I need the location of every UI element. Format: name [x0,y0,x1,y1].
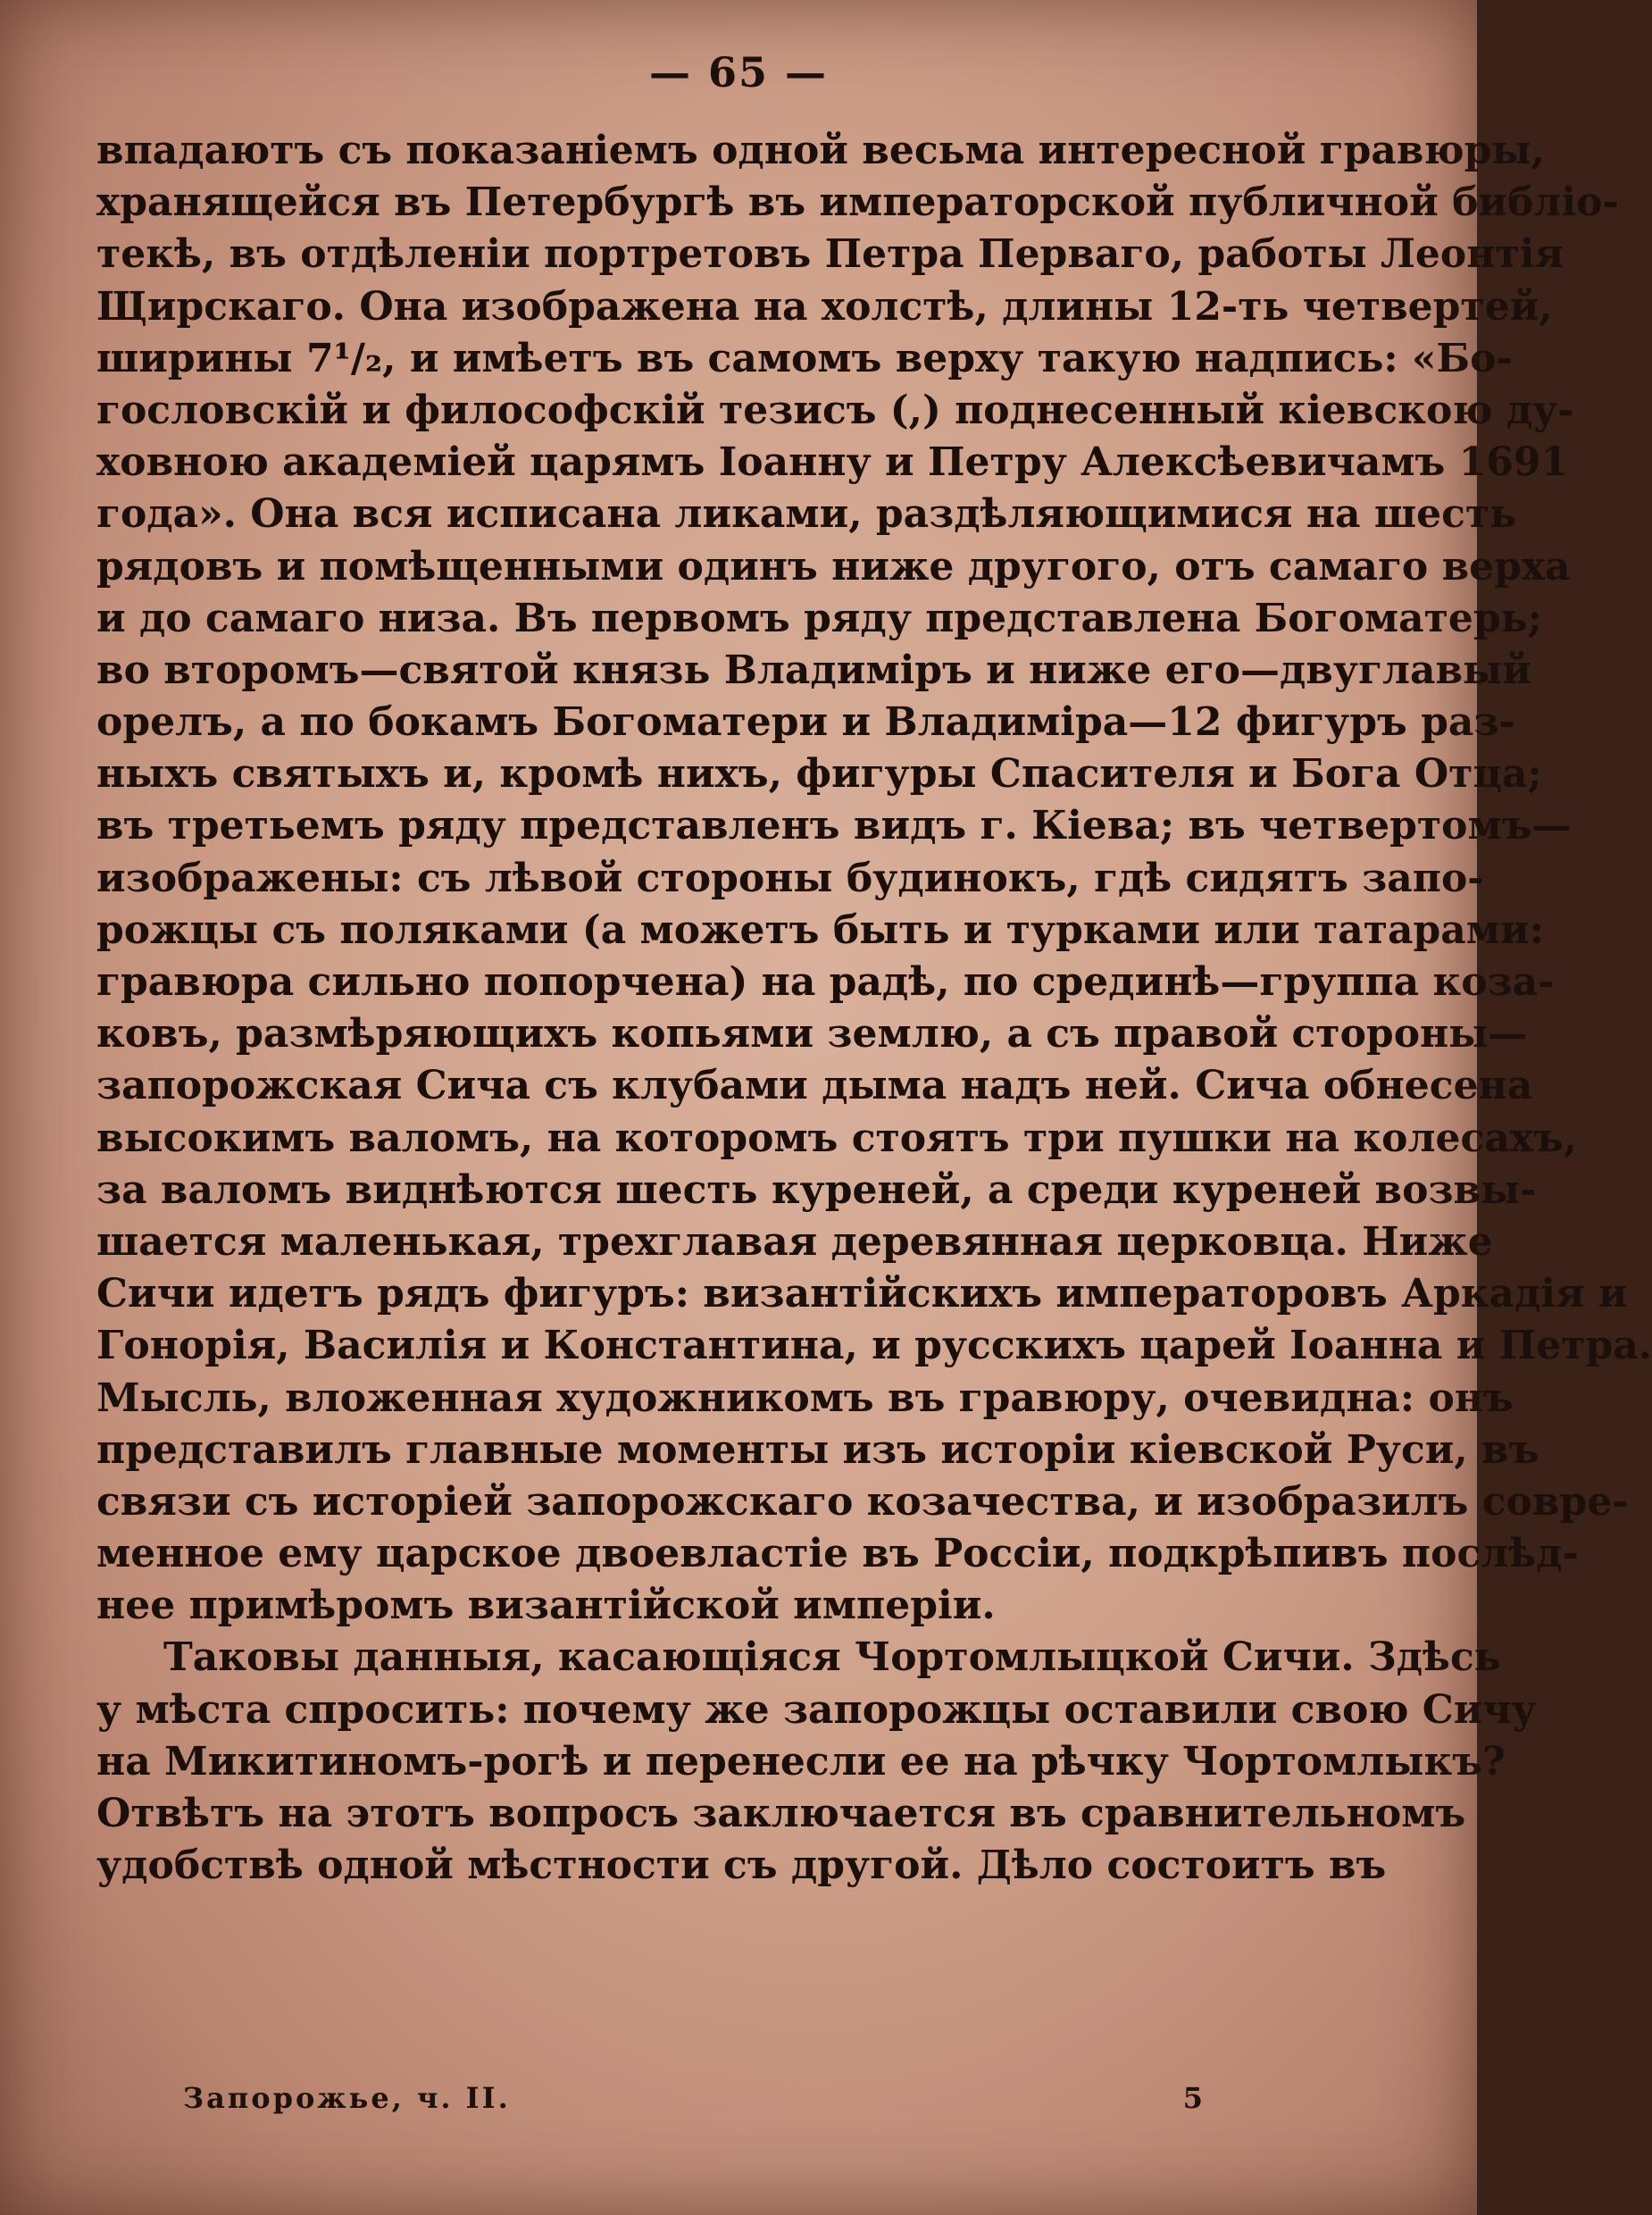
text-line: во второмъ—святой князь Владиміръ и ниже его—двуглавый [96,647,1531,693]
text-line: представилъ главные моменты изъ исторіи кіевской Руси, въ [96,1426,1539,1473]
footer-book-title: Запорожье, ч. II. [183,2081,511,2115]
text-line: ширины 7¹/₂, и имѣетъ въ самомъ верху такую надпись: «Бо- [96,335,1513,381]
text-line: у мѣста спросить: почему же запорожцы оставили свою Сичу [96,1686,1537,1733]
text-line: Щирскаго. Она изображена на холстѣ, длины 12-ть четвертей, [96,283,1553,330]
text-line: ныхъ святыхъ и, кромѣ нихъ, фигуры Спасителя и Бога Отца; [96,751,1542,798]
text-line: года». Она вся исписана ликами, раздѣляющимися на шесть [96,491,1517,538]
text-line: менное ему царское двоевластіе въ Россіи, подкрѣпивъ послѣд- [96,1531,1579,1577]
page-footer [183,2081,1206,2115]
text-line: на Микитиномъ-рогѣ и перенесли ее на рѣчку Чортомлыкъ? [96,1738,1506,1785]
text-line: запорожская Сича съ клубами дыма надъ ней. Сича обнесена [96,1063,1533,1109]
text-line: ховною академіей царямъ Іоанну и Петру Алексѣевичамъ 1691 [96,439,1569,486]
text-line: Сичи идетъ рядъ фигуръ: византійскихъ императоровъ Аркадія и [96,1271,1628,1317]
text-line: хранящейся въ Петербургѣ въ императорской публичной библіо- [96,180,1619,226]
text-line: Таковы данныя, касающіяся Чортомлыцкой Сичи. Здѣсь [163,1634,1501,1681]
text-line: Отвѣтъ на этотъ вопросъ заключается въ сравнительномъ [96,1791,1466,1836]
text-line: рядовъ и помѣщенными одинъ ниже другого, отъ самаго верха [96,543,1571,589]
text-line: Гонорія, Василія и Константина, и русскихъ царей Іоанна и Петра. [96,1323,1652,1369]
text-line: высокимъ валомъ, на которомъ стоятъ три пушки на колесахъ, [96,1115,1578,1161]
signature-number: 5 [1182,2081,1206,2115]
text-line: текѣ, въ отдѣленіи портретовъ Петра Перваго, работы Леонтія [96,231,1564,278]
text-line: и до самаго низа. Въ первомъ ряду представлена Богоматерь; [96,595,1542,641]
text-line: ковъ, размѣряющихъ копьями землю, а съ правой стороны— [96,1011,1528,1057]
text-line: въ третьемъ ряду представленъ видъ г. Кіева; въ четвертомъ— [96,803,1572,849]
text-line: шается маленькая, трехглавая деревянная церковца. Ниже [96,1218,1493,1265]
text-line: гравюра сильно попорчена) на радѣ, по срединѣ—группа коза- [96,959,1555,1005]
text-line: орелъ, а по бокамъ Богоматери и Владиміра—12 фигуръ раз- [96,699,1515,746]
text-line: связи съ исторіей запорожскаго козачества, и изобразилъ совре- [96,1478,1629,1525]
text-line: изображены: съ лѣвой стороны будинокъ, гдѣ сидятъ запо- [96,855,1484,901]
text-line: нее примѣромъ византійской имперіи. [96,1583,996,1629]
page-number: — 65 — [648,48,829,96]
body-text [96,125,1652,1892]
text-line: рожцы съ поляками (а можетъ быть и турками или татарами: [96,907,1544,953]
text-line: впадаютъ съ показаніемъ одной весьма интересной гравюры, [96,128,1545,173]
text-line: Мысль, вложенная художникомъ въ гравюру, очевидна: онъ [96,1375,1514,1421]
text-line: гословскій и философскій тезисъ (,) поднесенный кіевскою ду- [96,387,1574,433]
text-line: удобствѣ одной мѣстности съ другой. Дѣло состоитъ въ [96,1843,1387,1889]
text-line: за валомъ виднѣются шесть куреней, а среди куреней возвы- [96,1166,1537,1213]
